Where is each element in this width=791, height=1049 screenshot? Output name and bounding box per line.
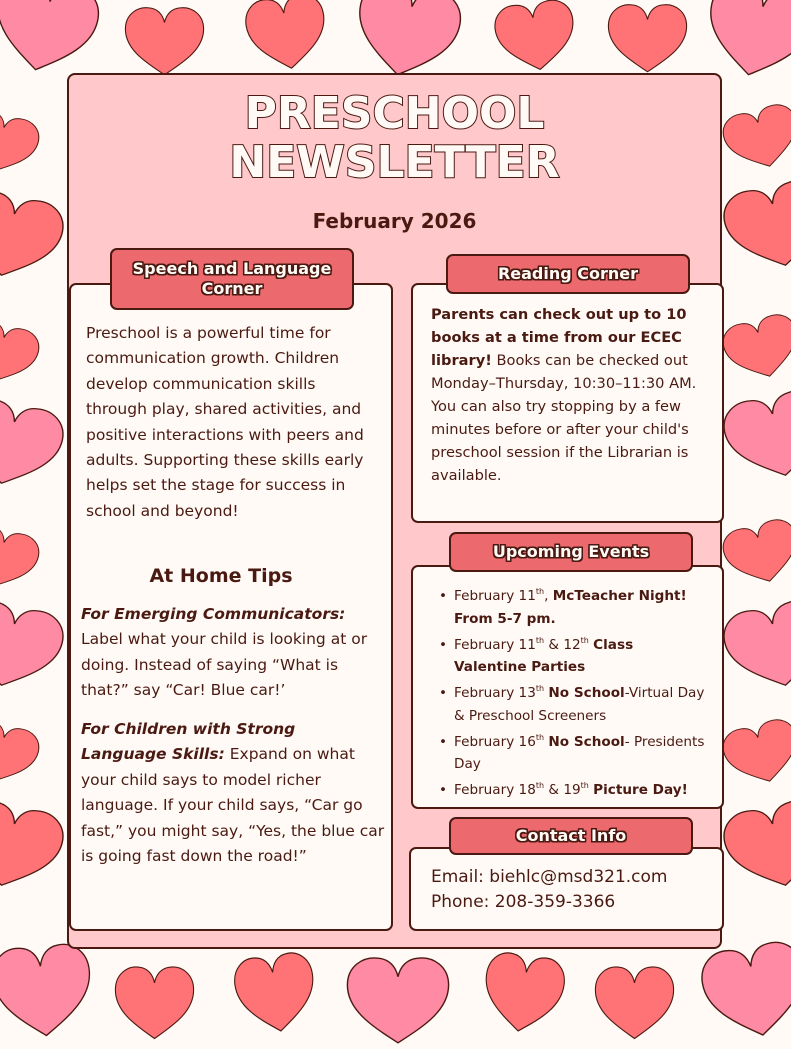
heart-icon [0, 101, 47, 184]
newsletter-panel [67, 73, 722, 949]
heading-line-1: Speech and Language [132, 259, 332, 278]
heart-icon [715, 96, 791, 179]
speech-language-box [69, 283, 393, 931]
speech-language-heading [110, 248, 354, 310]
heart-icon [112, 962, 197, 1042]
event-item: • February 16th No School- Presidents Day [435, 731, 705, 776]
heart-icon [0, 180, 73, 291]
event-item: • February 11th & 12th Class Valentine Parties [435, 634, 705, 679]
contact-info-box [409, 847, 724, 931]
tip-label: For Emerging Communicators: [81, 605, 346, 623]
tip-text: Label what your child is looking at or doing. Instead of saying “What is that?” say “Car! Blue car!’ [81, 630, 368, 700]
upcoming-events-heading: Upcoming Events [449, 532, 693, 572]
event-item: • February 13th No School-Virtual Day & Preschool Screeners [435, 682, 705, 727]
heart-icon [714, 170, 791, 281]
contact-info-heading: Contact Info [449, 817, 693, 855]
heart-icon [0, 590, 73, 701]
heart-icon [605, 0, 690, 75]
reading-intro: Parents can check out up to 10 books at a time from our ECEC library! [431, 306, 687, 369]
events-list [435, 585, 705, 805]
heart-icon [714, 590, 791, 701]
heading-line-2: Corner [201, 279, 263, 298]
tip-text: Expand on what your child says to model richer language. If your child says, “Car go fast,” you might say, “Yes, the blue car is going fast down the road!” [81, 745, 385, 866]
heart-icon [239, 0, 334, 78]
heart-icon [715, 306, 791, 389]
heart-icon [0, 516, 47, 599]
contact-phone[interactable]: Phone: 208-359-3366 [431, 892, 616, 912]
tips-title: At Home Tips [149, 565, 293, 587]
title-line-2: NEWSLETTER [229, 137, 560, 188]
page-title [69, 89, 720, 187]
heart-icon [714, 380, 791, 491]
event-item: • February 11th, McTeacher Night! From 5-7 pm. [435, 585, 705, 630]
heart-icon [0, 711, 47, 794]
heart-icon [0, 388, 73, 499]
reading-details: Books can be checked out Monday–Thursday, 10:30–11:30 AM. You can also try stopping by a few minutes before or after your child's preschool session if the Librarian is available. [431, 352, 697, 484]
heart-icon [0, 790, 73, 901]
reading-corner-heading: Reading Corner [446, 254, 690, 294]
reading-corner-body [431, 303, 711, 487]
tip-emerging [81, 602, 386, 704]
heart-icon [715, 511, 791, 594]
event-item: • February 18th & 19th Picture Day! [435, 779, 705, 802]
tip-label: For Children with Strong Language Skills: [81, 720, 296, 764]
title-line-1: PRESCHOOL [244, 88, 545, 139]
heart-icon [592, 962, 677, 1042]
heart-icon [0, 311, 47, 394]
tip-strong-language [81, 717, 386, 869]
heart-icon [227, 944, 323, 1040]
newsletter-date: February 2026 [312, 209, 477, 233]
upcoming-events-box [411, 565, 724, 809]
heart-icon [714, 790, 791, 901]
heart-icon [343, 952, 453, 1047]
heart-icon [475, 944, 571, 1040]
reading-corner-box [411, 283, 724, 523]
heart-icon [715, 711, 791, 794]
speech-language-body: Preschool is a powerful time for communication growth. Children develop communication skills through play, shared activities, and positive interactions with peers and adults. Supporting these skills early helps set the stage for success in school and beyond! [86, 324, 364, 520]
contact-email[interactable]: Email: biehlc@msd321.com [431, 867, 668, 887]
heart-icon [122, 3, 207, 78]
heart-icon [488, 0, 583, 79]
heart-icon [0, 936, 99, 1045]
